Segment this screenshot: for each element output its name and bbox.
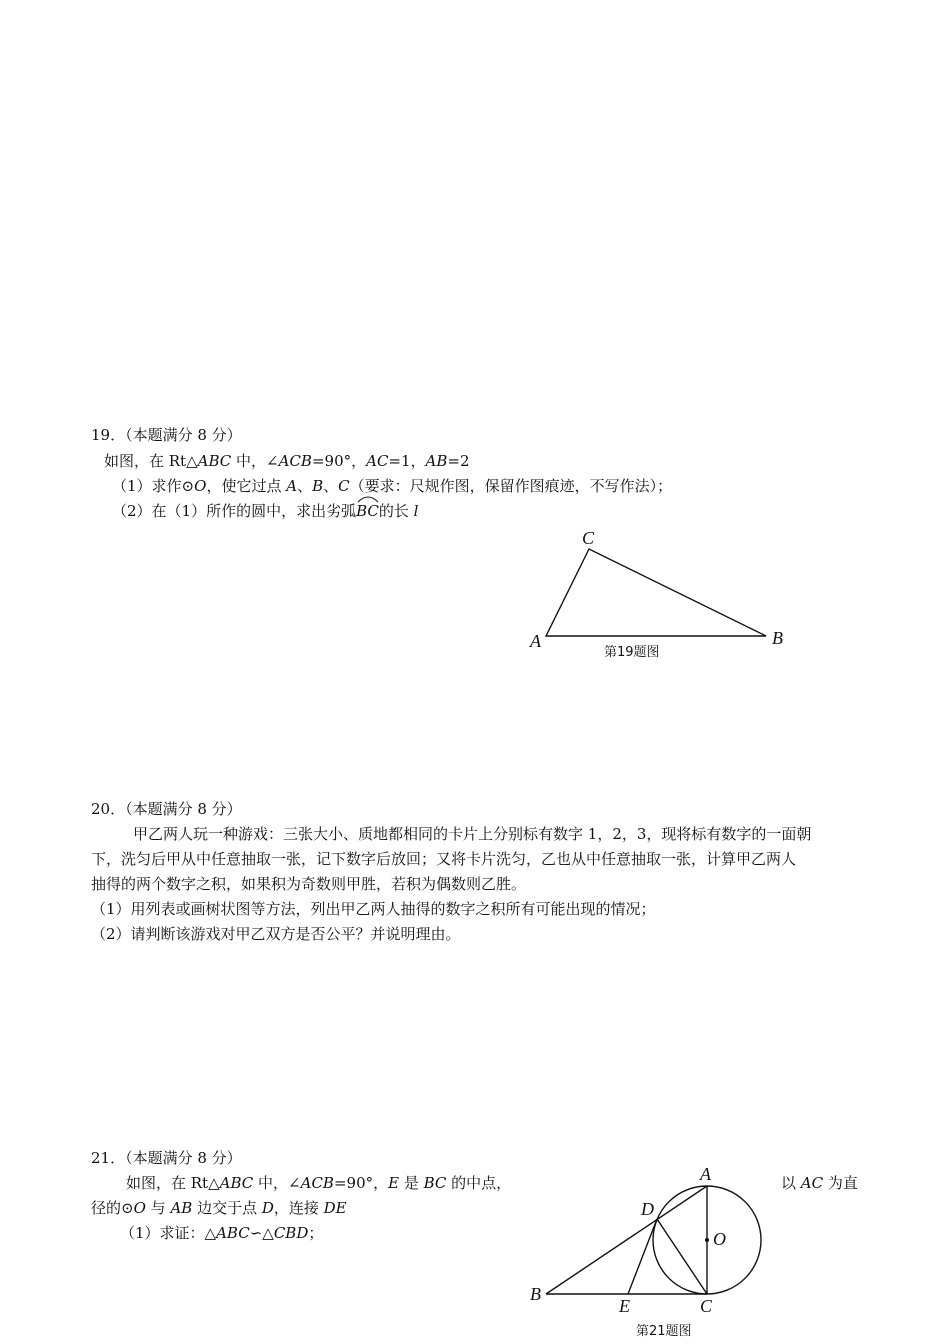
q21-part1-prefix: （1）求证：△ bbox=[120, 1224, 217, 1242]
q21-label-b: B bbox=[530, 1284, 541, 1304]
q21-header: 21．（本题满分 8 分） bbox=[91, 1149, 242, 1167]
q19-part1-prefix: （1）求作⊙ bbox=[112, 477, 195, 495]
q21-l1-acb: ACB bbox=[300, 1174, 334, 1192]
q21-l1-right-suffix: 为直 bbox=[823, 1174, 858, 1192]
q20-part2: （2）请判断该游戏对甲乙双方是否公平？并说明理由。 bbox=[91, 925, 461, 943]
q19-stem-acb: ACB bbox=[278, 452, 312, 470]
q20-header: 20．（本题满分 8 分） bbox=[91, 800, 242, 818]
q19-stem-text: 如图，在 Rt△ bbox=[104, 452, 198, 470]
q19-part1-sep2: 、 bbox=[323, 477, 339, 495]
q19-part2-arc-text: BC bbox=[356, 502, 379, 520]
q21-l2-mid: 与 bbox=[145, 1199, 171, 1217]
q19-part1-mid: ，使它过点 bbox=[206, 477, 287, 495]
q21-center-point bbox=[705, 1238, 709, 1242]
q21-l1-suffix: 的中点， bbox=[446, 1174, 512, 1192]
q19-part1-suffix: （要求：尺规作图，保留作图痕迹，不写作法）； bbox=[349, 477, 673, 495]
q21-l1-mid: 中，∠ bbox=[253, 1174, 301, 1192]
q21-l2-de: DE bbox=[323, 1199, 347, 1217]
q19-part1-sep1: 、 bbox=[297, 477, 313, 495]
q21-l2-prefix: 径的⊙ bbox=[91, 1199, 134, 1217]
q19-stem-abc: ABC bbox=[197, 452, 232, 470]
q21-l2-mid3: ，连接 bbox=[273, 1199, 324, 1217]
q21-l1-e: E bbox=[388, 1174, 400, 1192]
q21-label-d: D bbox=[641, 1199, 654, 1219]
q19-part1-c: C bbox=[338, 477, 350, 495]
q21-part1-suffix: ； bbox=[308, 1224, 324, 1242]
q19-part1-o: O bbox=[194, 477, 207, 495]
q21-caption: 第21题图 bbox=[636, 1324, 692, 1339]
q20-line3: 抽得的两个数字之积，如果积为奇数则甲胜，若积为偶数则乙胜。 bbox=[91, 875, 527, 893]
q21-label-a: A bbox=[700, 1164, 711, 1184]
q21-l1-bc: BC bbox=[423, 1174, 447, 1192]
q21-l1-is: 是 bbox=[399, 1174, 424, 1192]
q19-stem-eq: =90°， bbox=[311, 452, 367, 470]
q19-stem-ab: AB bbox=[425, 452, 448, 470]
q21-l1-prefix: 如图，在 Rt△ bbox=[126, 1174, 220, 1192]
q20-line2: 下，洗匀后甲从中任意抽取一张，记下数字后放回；又将卡片洗匀，乙也从中任意抽取一张，计算甲乙两人 bbox=[91, 850, 797, 868]
q21-side-ab bbox=[546, 1186, 707, 1294]
q20-part1: （1）用列表或画树状图等方法，列出甲乙两人抽得的数字之积所有可能出现的情况； bbox=[91, 900, 656, 918]
q19-part2-l: l bbox=[413, 502, 419, 520]
q19-label-b: B bbox=[772, 628, 783, 648]
q21-label-c: C bbox=[700, 1296, 713, 1316]
q19-part1-a: A bbox=[286, 477, 298, 495]
q19-part2-mid: 的长 bbox=[378, 502, 414, 520]
q19-label-a: A bbox=[530, 631, 541, 651]
q20-line1: 甲乙两人玩一种游戏：三张大小、质地都相同的卡片上分别标有数字 1，2，3，现将标有数字的一面朝 bbox=[133, 825, 812, 843]
q21-part1-cbd: CBD bbox=[273, 1224, 309, 1242]
q21-l2-d: D bbox=[261, 1199, 274, 1217]
q19-header: 19．（本题满分 8 分） bbox=[91, 426, 242, 444]
q21-l2-mid2: 边交于点 bbox=[192, 1199, 262, 1217]
q21-label-e: E bbox=[619, 1296, 630, 1316]
q21-l1-eq: =90°， bbox=[333, 1174, 389, 1192]
q19-part1-b: B bbox=[312, 477, 324, 495]
q21-l2-o: O bbox=[133, 1199, 146, 1217]
q19-caption: 第19题图 bbox=[604, 645, 660, 660]
q19-stem-ac: AC bbox=[366, 452, 389, 470]
q21-l1-right-ac: AC bbox=[800, 1174, 824, 1192]
q21-label-o: O bbox=[713, 1229, 726, 1249]
q21-l1-abc: ABC bbox=[219, 1174, 254, 1192]
q19-stem-mid: 中，∠ bbox=[231, 452, 279, 470]
q19-label-c: C bbox=[582, 528, 595, 548]
q19-stem-ac-val: =1， bbox=[388, 452, 426, 470]
q21-part1-sim: ∽△ bbox=[249, 1224, 274, 1242]
q19-part2-prefix: （2）在（1）所作的圆中，求出劣弧 bbox=[112, 502, 357, 520]
q21-l1-right-prefix: 以 bbox=[781, 1174, 801, 1192]
q21-segment-de bbox=[628, 1219, 657, 1294]
q21-segment-dc bbox=[657, 1219, 707, 1294]
q21-part1-abc: ABC bbox=[216, 1224, 250, 1242]
q19-stem-ab-val: =2 bbox=[447, 452, 470, 470]
q21-l2-ab: AB bbox=[170, 1199, 193, 1217]
